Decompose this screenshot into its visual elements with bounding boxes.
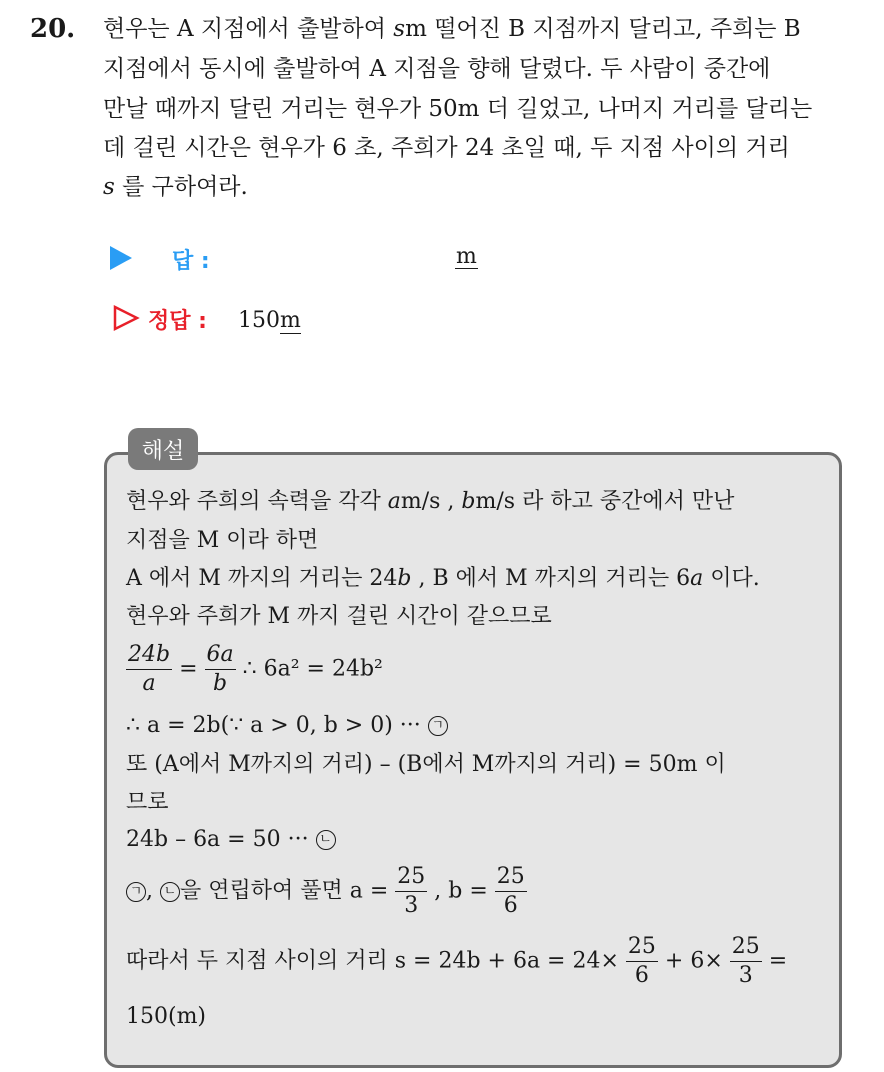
fraction: $\frac{6a}{b}$ [206, 642, 234, 696]
answer-label: 답 : [172, 249, 210, 274]
circled-marker-2-ref: ㄴ [160, 882, 180, 902]
fraction: $\frac{25}{3}$ [397, 864, 426, 918]
explanation-line-6: ∴ a = 2b(∵ a > 0, b > 0) ··· ㄱ [126, 715, 448, 737]
explanation-line-4: 현우와 주희가 M 까지 걸린 시간이 같으므로 [126, 604, 552, 629]
explanation-line-10: ㄱ , ㄴ 을 연립하여 풀면 a = $\frac{25}{3}$ , b = $\frac{25}{6}$ [126, 866, 527, 917]
explanation-line-3: A 에서 M 까지의 거리는 24b , B 에서 M 까지의 거리는 6a 이다. [126, 566, 760, 591]
explanation-line-7: 또 (A에서 M까지의 거리) – (B에서 M까지의 거리) = 50m 이 [126, 752, 726, 777]
play-triangle-icon [110, 246, 132, 270]
correct-answer-value: 150m [238, 308, 301, 333]
explanation-line-1: 현우와 주희의 속력을 각각 am/s , bm/s 라 하고 중간에서 만난 [126, 489, 735, 514]
circled-marker-2: ㄴ [316, 830, 336, 850]
question-line-1: 현우는 A 지점에서 출발하여 sm 떨어진 B 지점까지 달리고, 주희는 B [103, 16, 801, 42]
question-number: 20. [30, 14, 76, 44]
explanation-tag: 해설 [128, 428, 198, 470]
explanation-line-9: 24b – 6a = 50 ··· ㄴ [126, 829, 336, 851]
outline-triangle-icon [112, 304, 140, 332]
fraction: $\frac{25}{3}$ [731, 934, 760, 988]
explanation-line-5: $\frac{24b}{a}$ = $\frac{6a}{b}$ ∴ 6a² = 24b² [128, 642, 383, 696]
explanation-line-8: 므로 [126, 790, 169, 815]
question-line-4: 데 걸린 시간은 현우가 6 초, 주희가 24 초일 때, 두 지점 사이의 거리 [103, 135, 790, 161]
circled-marker-1-ref: ㄱ [126, 882, 146, 902]
correct-answer-label: 정답 : [148, 309, 207, 334]
explanation-line-2: 지점을 M 이라 하면 [126, 528, 319, 553]
question-line-3: 만날 때까지 달린 거리는 현우가 50m 더 길었고, 나머지 거리를 달리는 [103, 96, 813, 122]
fraction: $\frac{24b}{a}$ [128, 642, 171, 696]
explanation-line-12: 150(m) [126, 1004, 207, 1029]
fraction: $\frac{25}{6}$ [627, 934, 656, 988]
answer-unit: m [456, 244, 477, 269]
explanation-line-11: 따라서 두 지점 사이의 거리 s = 24b + 6a = 24× $\frac{25}{6}$ + 6× $\frac{25}{3}$ = [126, 934, 788, 988]
question-line-5: s 를 구하여라. [103, 174, 248, 200]
circled-marker-1: ㄱ [428, 716, 448, 736]
question-line-2: 지점에서 동시에 출발하여 A 지점을 향해 달렸다. 두 사람이 중간에 [103, 56, 771, 82]
fraction: $\frac{25}{6}$ [496, 864, 525, 918]
